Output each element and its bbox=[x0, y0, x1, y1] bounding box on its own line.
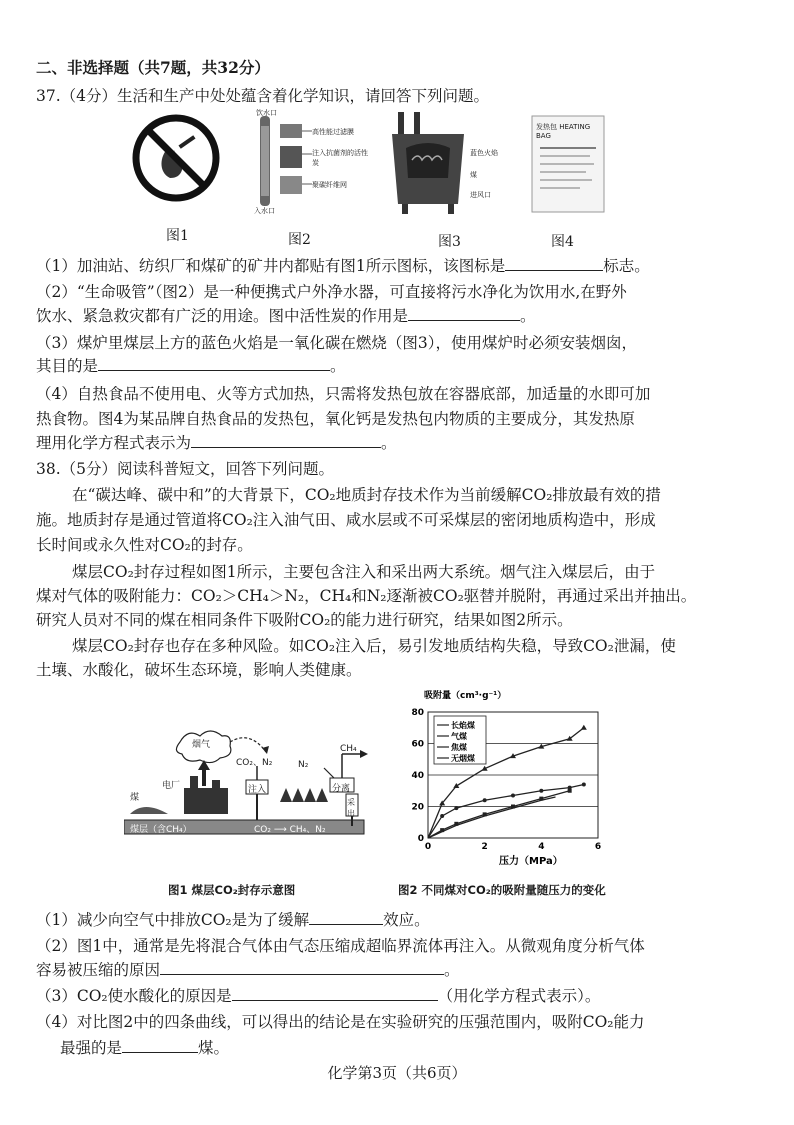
fig1-n2-label: N₂ bbox=[298, 760, 309, 770]
q38-para3-line2: 土壤、水酸化，破坏生态环境，影响人类健康。 bbox=[36, 661, 362, 679]
q38-p2-blank[interactable] bbox=[160, 960, 444, 975]
chart-y-tick-label: 20 bbox=[411, 802, 424, 813]
q38-para2-line2: 煤对气体的吸附能力：CO₂＞CH₄＞N₂，CH₄和N₂逐渐被CO₂驱替并脱附，再通过采出并抽出。 bbox=[36, 587, 697, 605]
q37-part2-line1: （2）“生命吸管”（图2）是一种便携式户外净水器，可直接将污水净化为饮用水,在野外 bbox=[36, 283, 627, 301]
fig1-ch4-label: CH₄ bbox=[340, 744, 357, 754]
chart-point bbox=[568, 789, 572, 793]
fig1-inject-label: 注入 bbox=[248, 785, 267, 795]
q38-part4-line2: 最强的是 煤。 bbox=[60, 1039, 230, 1057]
q38-para2-line1: 煤层CO₂封存过程如图1所示，主要包含注入和采出两大系统。烟气注入煤层后，由于 bbox=[72, 563, 656, 581]
q38-para1-line2: 施。地质封存是通过管道将CO₂注入油气田、咸水层或不可采煤层的密闭地质构造中，形成 bbox=[36, 511, 656, 529]
q37-part2-line2: 饮水、紧急救灾都有广泛的用途。图中活性炭的作用是 。 bbox=[36, 307, 536, 325]
q38-para2-line3: 研究人员对不同的煤在相同条件下吸附CO₂的能力进行研究，结果如图2所示。 bbox=[36, 611, 573, 629]
q37-intro: 37.（4分）生活和生产中处处蕴含着化学知识，请回答下列问题。 bbox=[36, 87, 490, 105]
chart-y-tick-label: 0 bbox=[417, 834, 424, 844]
q37-caption-2: 图2 bbox=[288, 232, 311, 248]
chart-point bbox=[511, 793, 515, 797]
fig3-label-coal: 煤 bbox=[470, 171, 477, 179]
fig2-label-outlet: 饮水口 bbox=[256, 109, 277, 117]
fig3-label-flame: 蓝色火焰 bbox=[470, 149, 498, 157]
q38-part3: （3）CO₂使水酸化的原因是 （用化学方程式表示）。 bbox=[36, 987, 601, 1005]
q37-part4-line1: （4）自热食品不使用电、火等方式加热，只需将发热包放在容器底部，加适量的水即可加 bbox=[36, 385, 651, 403]
fig2-label-carbon: 注入抗菌剂的活性炭 bbox=[312, 149, 368, 167]
q37-part4-line2: 热食物。图4为某品牌自热食品的发热包，氧化钙是发热包内物质的主要成分，其发热原 bbox=[36, 410, 635, 428]
no-fire-sign-icon bbox=[130, 112, 222, 204]
chart-legend-entry: 焦煤 bbox=[451, 743, 467, 752]
q38-p3-blank[interactable] bbox=[232, 986, 438, 1001]
q37-p3-blank[interactable] bbox=[98, 356, 330, 371]
chart-y-axis-label: 吸附量（cm³·g⁻¹） bbox=[424, 691, 507, 701]
chart-point bbox=[453, 783, 459, 788]
adsorption-chart bbox=[398, 682, 630, 872]
q38-part2-line2: 容易被压缩的原因 。 bbox=[36, 961, 460, 979]
fig4-label: 发热包 HEATING BAG bbox=[536, 123, 591, 140]
fig2-label-fiber: 聚碳纤维网 bbox=[312, 181, 347, 189]
q38-part2-line1: （2）图1中，通常是先将混合气体由气态压缩成超临界流体再注入。从微观角度分析气体 bbox=[36, 937, 645, 955]
chart-x-tick-label: 6 bbox=[594, 842, 602, 852]
q37-part4-line3: 理用化学方程式表示为 。 bbox=[36, 434, 397, 452]
q38-p1-blank[interactable] bbox=[309, 910, 383, 925]
page-footer: 化学第3页（共6页） bbox=[327, 1064, 467, 1082]
chart-point bbox=[581, 725, 587, 730]
chart-point bbox=[483, 798, 487, 802]
chart-point bbox=[582, 782, 586, 786]
chart-legend-entry: 气煤 bbox=[451, 732, 467, 741]
q38-part1: （1）减少向空气中排放CO₂是为了缓解 效应。 bbox=[36, 911, 430, 929]
q38-para1-line3: 长时间或永久性对CO₂的封存。 bbox=[36, 536, 253, 554]
chart-x-tick-label: 0 bbox=[424, 842, 432, 852]
coal-stove-diagram bbox=[388, 108, 468, 220]
fig1-coal-label: 煤 bbox=[130, 793, 140, 803]
fig2-label-inlet: 入水口 bbox=[254, 207, 275, 215]
fig1-flow-label: CO₂ ⟶ CH₄、N₂ bbox=[254, 825, 326, 835]
fig1-separate-label: 分离 bbox=[332, 784, 351, 794]
fig1-seam-label: 煤层（含CH₄） bbox=[130, 825, 192, 835]
chart-point bbox=[440, 814, 444, 818]
q37-p4-blank[interactable] bbox=[191, 433, 381, 448]
q37-caption-4: 图4 bbox=[551, 234, 574, 250]
fig1-gases-label: CO₂、N₂ bbox=[236, 758, 273, 768]
q38-p4-blank[interactable] bbox=[122, 1038, 198, 1053]
fig2-label-membrane: 高性能过滤膜 bbox=[312, 128, 354, 136]
chart-y-tick-label: 60 bbox=[411, 739, 424, 750]
fig3-label-vent: 进风口 bbox=[470, 191, 491, 199]
fig1-smoke-label: 烟气 bbox=[192, 740, 211, 750]
chart-point bbox=[454, 806, 458, 810]
fig1-plant-label: 电厂 bbox=[162, 781, 181, 791]
fig2-caption: 图2 不同煤对CO₂的吸附量随压力的变化 bbox=[398, 883, 606, 897]
chart-legend-entry: 无烟煤 bbox=[451, 754, 475, 763]
q38-part4-line1: （4）对比图2中的四条曲线，可以得出的结论是在实验研究的压强范围内，吸附CO₂能力 bbox=[36, 1013, 645, 1031]
q38-para3-line1: 煤层CO₂封存也存在多种风险。如CO₂注入后，易引发地质结构失稳，导致CO₂泄漏，使 bbox=[72, 637, 676, 655]
q37-part1: （1）加油站、纺织厂和煤矿的矿井内都贴有图1所示图标，该图标是 标志。 bbox=[36, 257, 650, 275]
q37-caption-3: 图3 bbox=[438, 234, 461, 250]
chart-y-tick-label: 80 bbox=[411, 708, 424, 718]
section-title: 二、非选择题（共7题，共32分） bbox=[36, 58, 270, 77]
q37-part3-line2: 其目的是 。 bbox=[36, 357, 346, 375]
chart-y-tick-label: 40 bbox=[411, 771, 424, 781]
chart-legend-entry: 长焰煤 bbox=[451, 721, 475, 730]
fig1-extract-label: 采出 bbox=[347, 798, 355, 818]
q38-para1-line1: 在“碳达峰、碳中和”的大背景下，CO₂地质封存技术作为当前缓解CO₂排放最有效的措 bbox=[72, 486, 661, 504]
chart-x-axis-label: 压力（MPa） bbox=[499, 856, 563, 867]
chart-x-tick-label: 4 bbox=[538, 842, 545, 852]
fig1-caption: 图1 煤层CO₂封存示意图 bbox=[168, 883, 296, 897]
q37-p1-blank[interactable] bbox=[505, 256, 603, 271]
chart-series-line bbox=[428, 797, 556, 838]
q37-part3-line1: （3）煤炉里煤层上方的蓝色火焰是一氧化碳在燃烧（图3），使用煤炉时必须安装烟囱， bbox=[36, 334, 637, 352]
chart-x-tick-label: 2 bbox=[481, 842, 488, 852]
q37-caption-1: 图1 bbox=[166, 228, 189, 244]
q38-intro: 38.（5分）阅读科普短文，回答下列问题。 bbox=[36, 460, 335, 478]
q37-p2-blank[interactable] bbox=[408, 306, 520, 321]
chart-point bbox=[539, 789, 543, 793]
